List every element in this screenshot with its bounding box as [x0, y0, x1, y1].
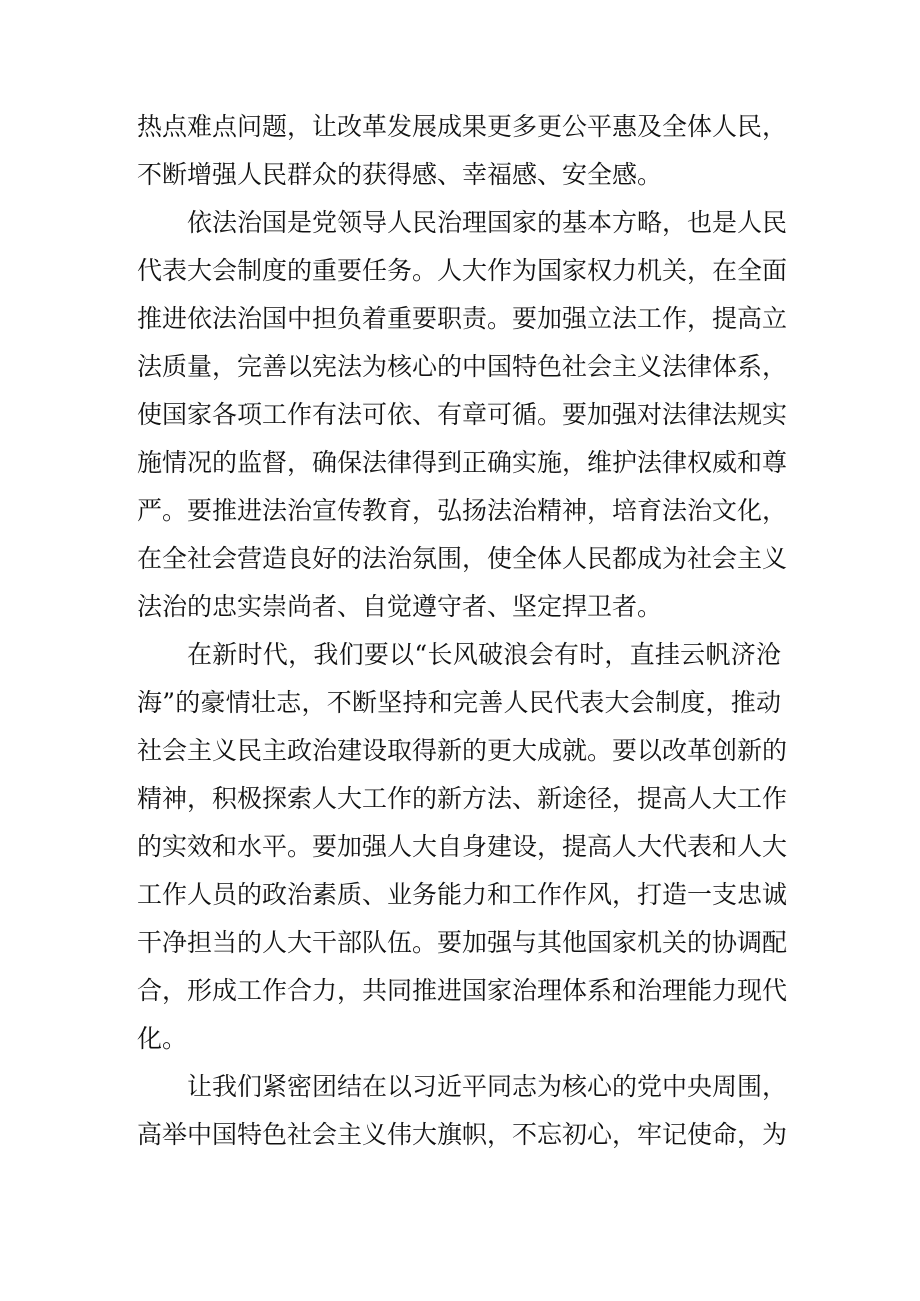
text-line [0, 535, 920, 583]
text-line [0, 823, 920, 871]
line-text: 精神，积极探索人大工作的新方法、新途径，提高人大工作 [137, 784, 788, 813]
text-line [0, 103, 920, 151]
text-line [0, 1015, 920, 1063]
line-text: 热点难点问题，让改革发展成果更多更公平惠及全体人民， [137, 112, 788, 141]
line-text: 干净担当的人大干部队伍。要加强与其他国家机关的协调配 [137, 928, 788, 957]
line-text: 施情况的监督，确保法律得到正确实施，维护法律权威和尊 [137, 448, 788, 477]
text-line [0, 391, 920, 439]
line-text: 在新时代，我们要以“长风破浪会有时，直挂云帆济沧 [187, 640, 781, 669]
line-text: 合，形成工作合力，共同推进国家治理体系和治理能力现代 [137, 976, 788, 1005]
text-line [0, 247, 920, 295]
text-line [0, 1111, 920, 1159]
text-line [0, 199, 920, 247]
line-text: 海”的豪情壮志，不断坚持和完善人民代表大会制度，推动 [137, 688, 781, 717]
line-text: 法质量，完善以宪法为核心的中国特色社会主义法律体系， [137, 352, 788, 381]
text-line [0, 679, 920, 727]
line-text: 的实效和水平。要加强人大自身建设，提高人大代表和人大 [137, 832, 788, 861]
line-text: 严。要推进法治宣传教育，弘扬法治精神，培育法治文化， [137, 496, 788, 525]
text-line [0, 1063, 920, 1111]
line-text: 高举中国特色社会主义伟大旗帜，不忘初心，牢记使命，为 [137, 1120, 788, 1149]
text-line [0, 871, 920, 919]
text-line [0, 151, 920, 199]
text-line [0, 343, 920, 391]
text-line [0, 727, 920, 775]
text-line [0, 583, 920, 631]
line-text: 使国家各项工作有法可依、有章可循。要加强对法律法规实 [137, 400, 788, 429]
line-text: 化。 [137, 1024, 188, 1053]
line-text: 让我们紧密团结在以习近平同志为核心的党中央周围， [187, 1072, 788, 1101]
text-line [0, 295, 920, 343]
text-line [0, 775, 920, 823]
text-line [0, 631, 920, 679]
text-line [0, 919, 920, 967]
text-line [0, 487, 920, 535]
line-text: 不断增强人民群众的获得感、幸福感、安全感。 [137, 160, 663, 189]
line-text: 推进依法治国中担负着重要职责。要加强立法工作，提高立 [137, 304, 788, 333]
line-text: 依法治国是党领导人民治理国家的基本方略，也是人民 [187, 208, 788, 237]
line-text: 代表大会制度的重要任务。人大作为国家权力机关，在全面 [137, 256, 788, 285]
text-line [0, 439, 920, 487]
line-text: 在全社会营造良好的法治氛围，使全体人民都成为社会主义 [137, 544, 788, 573]
line-text: 法治的忠实崇尚者、自觉遵守者、坚定捍卫者。 [137, 592, 663, 621]
line-text: 社会主义民主政治建设取得新的更大成就。要以改革创新的 [137, 736, 788, 765]
text-line [0, 967, 920, 1015]
line-text: 工作人员的政治素质、业务能力和工作作风，打造一支忠诚 [137, 880, 788, 909]
